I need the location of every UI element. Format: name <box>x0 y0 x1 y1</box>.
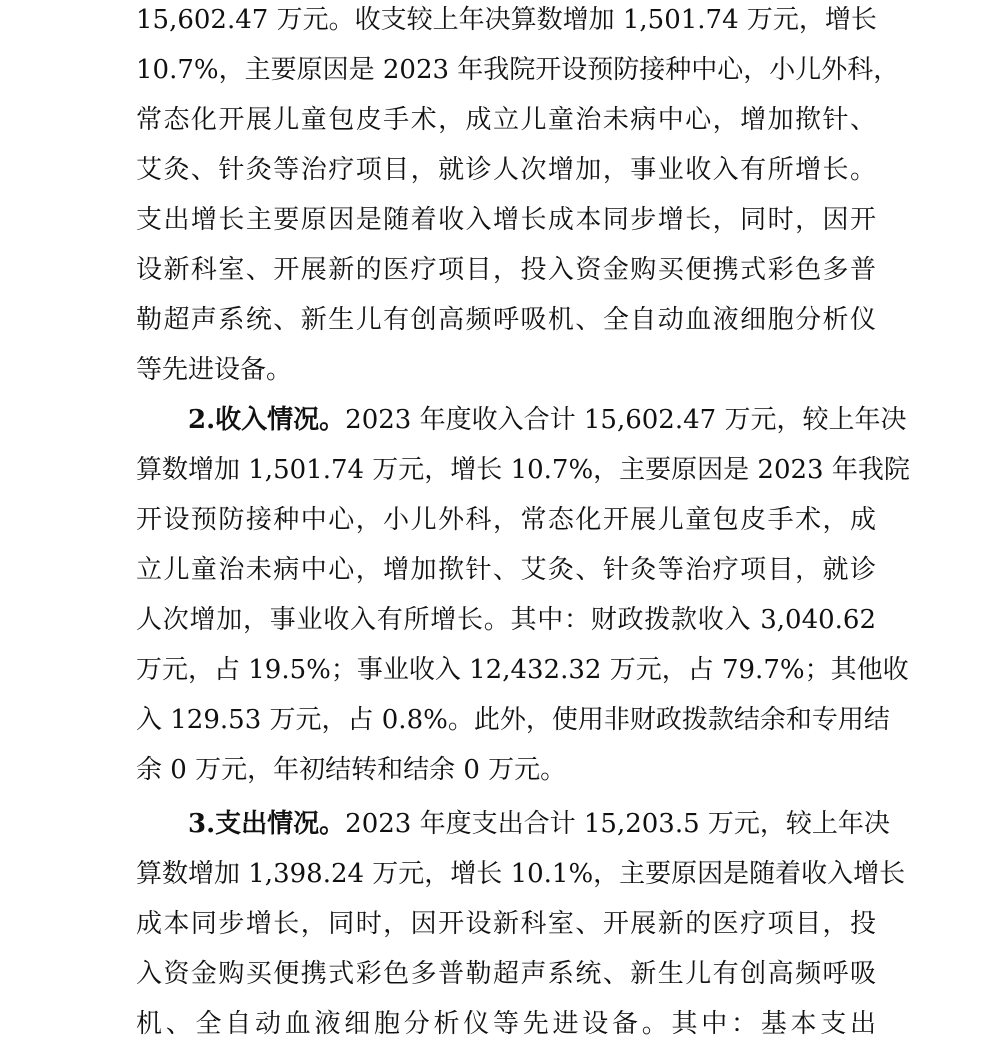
paragraph-line: 立儿童治未病中心，增加揿针、艾灸、针灸等治疗项目，就诊 <box>136 555 876 585</box>
paragraph-line: 算数增加 1,501.74 万元，增长 10.7%，主要原因是 2023 年我院 <box>136 455 910 485</box>
section-3-first-line-text: 2023 年度支出合计 15,203.5 万元，较上年决 <box>345 809 890 839</box>
paragraph-line: 设新科室、开展新的医疗项目，投入资金购买便携式彩色多普 <box>136 255 876 285</box>
paragraph-line: 万元，占 19.5%；事业收入 12,432.32 万元，占 79.7%；其他收 <box>136 655 909 685</box>
section-2-first-line-text: 2023 年度收入合计 15,602.47 万元，较上年决 <box>345 405 907 435</box>
paragraph-line: 入 129.53 万元，占 0.8%。此外，使用非财政拨款结余和专用结 <box>136 705 890 735</box>
paragraph-line: 15,602.47 万元。收支较上年决算数增加 1,501.74 万元，增长 <box>136 5 877 35</box>
paragraph-line: 余 0 万元，年初结转和结余 0 万元。 <box>136 755 567 785</box>
paragraph-line: 10.7%，主要原因是 2023 年我院开设预防接种中心，小儿外科， <box>136 55 900 85</box>
paragraph-line: 开设预防接种中心，小儿外科，常态化开展儿童包皮手术，成 <box>136 505 876 535</box>
paragraph-line: 等先进设备。 <box>136 355 293 385</box>
paragraph-line: 机、全自动血液细胞分析仪等先进设备。其中：基本支出 <box>136 1009 876 1039</box>
paragraph-line: 勒超声系统、新生儿有创高频呼吸机、全自动血液细胞分析仪 <box>136 305 876 335</box>
paragraph-line: 人次增加，事业收入有所增长。其中：财政拨款收入 3,040.62 <box>136 605 876 635</box>
section-3-heading: 3.支出情况。 <box>188 809 346 839</box>
paragraph-line: 支出增长主要原因是随着收入增长成本同步增长，同时，因开 <box>136 205 876 235</box>
section-2-heading: 2.收入情况。 <box>188 405 346 435</box>
paragraph-line: 艾灸、针灸等治疗项目，就诊人次增加，事业收入有所增长。 <box>136 155 876 185</box>
paragraph-line: 入资金购买便携式彩色多普勒超声系统、新生儿有创高频呼吸 <box>136 959 876 989</box>
paragraph-line: 常态化开展儿童包皮手术，成立儿童治未病中心，增加揿针、 <box>136 105 876 135</box>
paragraph-line: 算数增加 1,398.24 万元，增长 10.1%，主要原因是随着收入增长 <box>136 859 906 889</box>
section-2-first-line <box>188 402 907 438</box>
paragraph-line: 成本同步增长，同时，因开设新科室、开展新的医疗项目，投 <box>136 909 876 939</box>
section-3-first-line <box>188 806 890 842</box>
